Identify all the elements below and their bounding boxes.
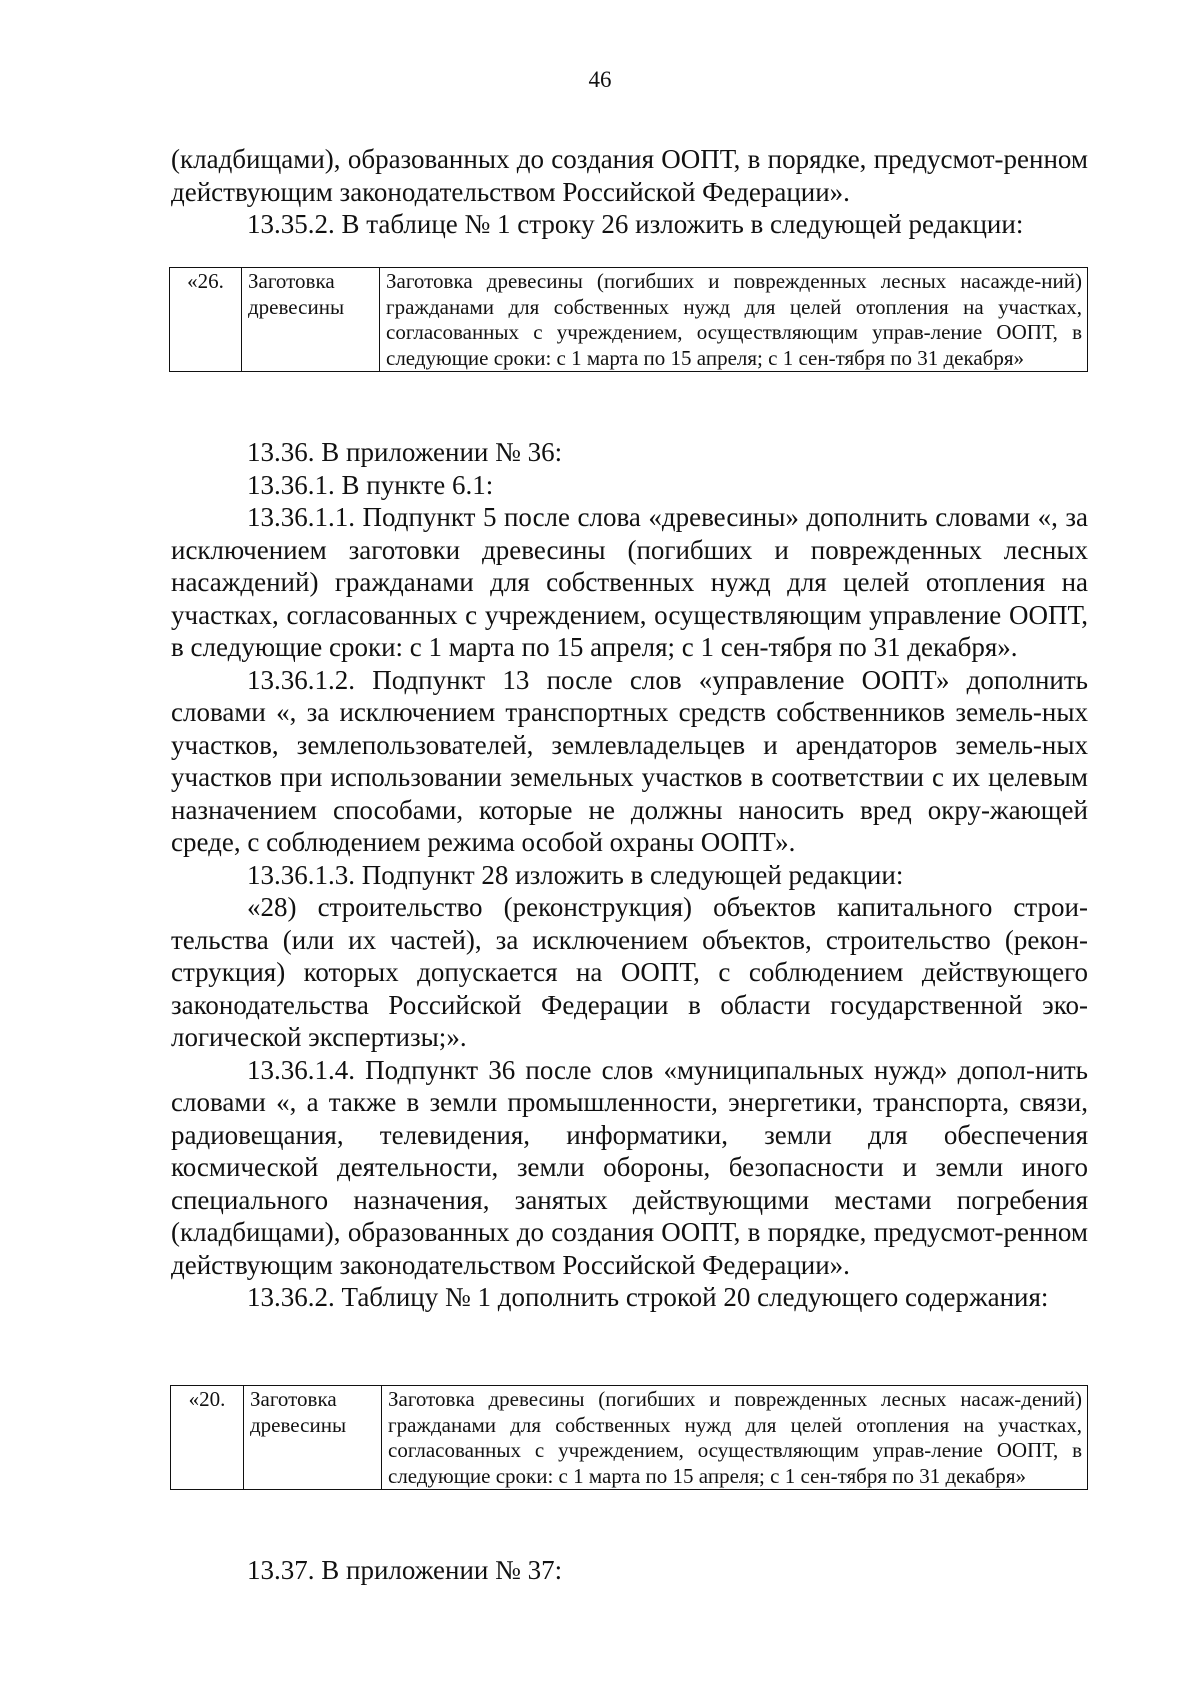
row-name-cell: Заготовка древесины <box>244 1386 382 1490</box>
paragraph-13-36: 13.36. В приложении № 36: <box>247 437 563 467</box>
row-number-cell: «26. <box>170 268 242 372</box>
paragraph-13-36-1-1: 13.36.1.1. Подпункт 5 после слова «древесины» дополнить словами «, за исключением заготовки древесины (погибших и поврежденных лесных насаждений) гражданами для собственных нужд для целей отопления на участках, согласованных с учреждением, осуществляющим управление ООПТ, в следующие сроки: с 1 марта по 15 апреля; с 1 сен-тября по 31 декабря». <box>171 502 1088 662</box>
paragraph-13-36-2: 13.36.2. Таблицу № 1 дополнить строкой 20 следующего содержания: <box>247 1282 1049 1312</box>
row-description-cell: Заготовка древесины (погибших и поврежденных лесных насаж-дений) гражданами для собственных нужд для целей отопления на участках, согласованных с учреждением, осуществляющим управ-ление ООПТ, в следующие сроки: с 1 марта по 15 апреля; с 1 сен-тября по 31 декабря» <box>382 1386 1088 1490</box>
paragraph-13-36-1-4: 13.36.1.4. Подпункт 36 после слов «муниципальных нужд» допол-нить словами «, а также в земли промышленности, энергетики, транспорта, связи, радиовещания, телевидения, информатики, земли для обеспечения космической деятельности, земли обороны, безопасности и земли иного специального назначения, занятых действующими местами погребения (кладбищами), образованных до создания ООПТ, в порядке, предусмот-ренном действующим законодательством Российской Федерации». <box>171 1054 1088 1280</box>
paragraph-item-28: «28) строительство (реконструкция) объектов капитального строи-тельства (или их частей), за исключением объектов, строительство (рекон-струкция) которых допускается на ООПТ, с соблюдением действующего законодательства Российской Федерации в области государственной эко-логической экспертизы;». <box>171 892 1088 1052</box>
paragraph-13-37: 13.37. В приложении № 37: <box>247 1555 563 1585</box>
paragraph-13-36-1-3: 13.36.1.3. Подпункт 28 изложить в следующей редакции: <box>247 859 904 890</box>
table-row-20 <box>170 1385 1088 1490</box>
row-description-cell: Заготовка древесины (погибших и поврежденных лесных насажде-ний) гражданами для собственных нужд для целей отопления на участках, согласованных с учреждением, осуществляющим управ-ление ООПТ, в следующие сроки: с 1 марта по 15 апреля; с 1 сен-тября по 31 декабря» <box>380 268 1088 372</box>
paragraph-13-36-1-2: 13.36.1.2. Подпункт 13 после слов «управление ООПТ» дополнить словами «, за исключением транспортных средств собственников земель-ных участков, землепользователей, землевладельцев и арендаторов земель-ных участков при использовании земельных участков в соответствии с их целевым назначением способами, которые не должны наносить вред окру-жающей среде, с соблюдением режима особой охраны ООПТ». <box>171 664 1088 857</box>
table-row <box>170 268 1088 372</box>
table-row <box>171 1386 1088 1490</box>
text-block-final <box>171 1554 1088 1587</box>
table-row-26 <box>169 267 1088 372</box>
paragraph-13-36-1: 13.36.1. В пункте 6.1: <box>247 469 494 500</box>
paragraph-13-35-2: 13.35.2. В таблице № 1 строку 26 изложить в следующей редакции: <box>247 209 1024 239</box>
page-number: 46 <box>588 67 612 92</box>
paragraph-continuation: (кладбищами), образованных до создания ООПТ, в порядке, предусмот-ренном действующим законодательством Российской Федерации». <box>171 144 1088 207</box>
row-number-cell: «20. <box>171 1386 244 1490</box>
text-block-main <box>171 436 1088 1314</box>
row-name-cell: Заготовка древесины <box>242 268 380 372</box>
text-block-intro <box>171 143 1088 241</box>
